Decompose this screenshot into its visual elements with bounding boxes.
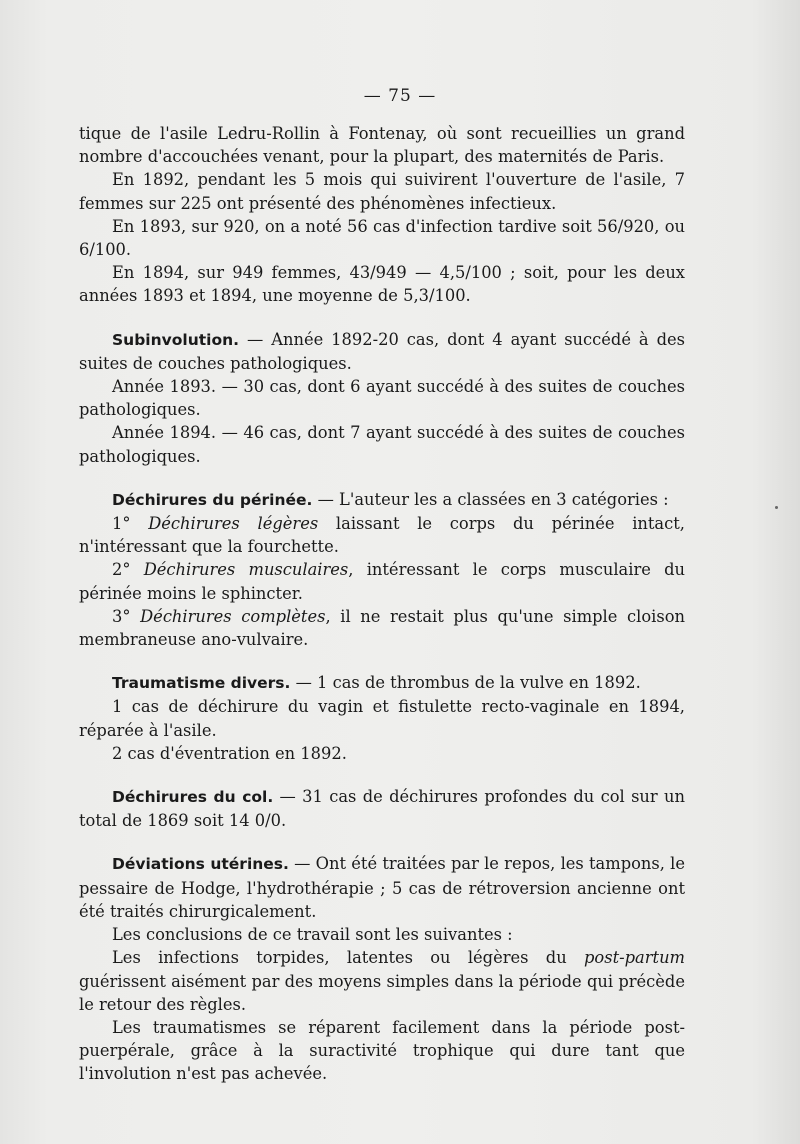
page-number: — 75 — xyxy=(363,86,437,106)
section-heading: Déviations utérines. xyxy=(112,855,289,874)
paragraph-subinvolution: Subinvolution. — Année 1892-20 cas, dont 4 ayant succédé à des suites de couches pathologiques. xyxy=(79,329,685,373)
section-heading: Déchirures du col. xyxy=(112,788,274,807)
list-item: 2° Déchirures musculaires, intéressant le corps musculaire du périnée moins le sphincter. xyxy=(79,560,685,603)
paragraph: Les infections torpides, latentes ou légères du post-partum guérissent aisément par des moyens simples dans la période qui précède le retour des règles. xyxy=(79,948,685,1014)
paragraph: Les traumatismes se réparent facilement dans la période post-puerpérale, grâce à la suractivité trophique qui dure tant que l'involution n'est pas achevée. xyxy=(79,1017,685,1084)
section-heading: Subinvolution. xyxy=(112,330,240,349)
paragraph-traumatisme: Traumatisme divers. — 1 cas de thrombus de la vulve en 1892. xyxy=(112,673,641,693)
paragraph: En 1894, sur 949 femmes, 43/949 — 4,5/100 ; soit, pour les deux années 1893 et 1894, une moyenne de 5,3/100. xyxy=(79,263,685,306)
section-heading: Déchirures du périnée. xyxy=(112,490,313,509)
margin-speck xyxy=(775,506,778,509)
paragraph: Les conclusions de ce travail sont les suivantes : xyxy=(112,925,513,945)
section-heading: Traumatisme divers. xyxy=(112,674,291,693)
paragraph: Année 1893. — 30 cas, dont 6 ayant succédé à des suites de couches pathologiques. xyxy=(79,377,685,420)
paragraph: En 1892, pendant les 5 mois qui suivirent l'ouverture de l'asile, 7 femmes sur 225 ont présenté des phénomènes infectieux. xyxy=(79,170,685,213)
paragraph: tique de l'asile Ledru-Rollin à Fontenay, où sont recueillies un grand nombre d'accouchées venant, pour la plupart, des maternités de Paris. xyxy=(79,124,685,167)
paragraph: Année 1894. — 46 cas, dont 7 ayant succédé à des suites de couches pathologiques. xyxy=(79,423,685,466)
paragraph: 2 cas d'éventration en 1892. xyxy=(112,743,347,763)
paragraph-deviations: Déviations utérines. — Ont été traitées par le repos, les tampons, le pessaire de Hodge, l'hydrothérapie ; 5 cas de rétroversion ancienne ont été traités chirurgicalement. xyxy=(79,854,686,921)
list-item: 1° Déchirures légères laissant le corps du périnée intact, n'intéressant que la fourchette. xyxy=(79,514,685,557)
page-body xyxy=(79,122,685,1086)
paragraph-col: Déchirures du col. — 31 cas de déchirures profondes du col sur un total de 1869 soit 14 0/0. xyxy=(79,787,685,831)
paragraph: 1 cas de déchirure du vagin et fistulette recto-vaginale en 1894, réparée à l'asile. xyxy=(79,697,685,740)
paragraph-perinee: Déchirures du périnée. — L'auteur les a classées en 3 catégories : xyxy=(112,489,669,509)
paragraph: En 1893, sur 920, on a noté 56 cas d'infection tardive soit 56/920, ou 6/100. xyxy=(79,216,685,260)
list-item: 3° Déchirures complètes, il ne restait plus qu'une simple cloison membraneuse ano-vulvaire. xyxy=(79,606,685,650)
